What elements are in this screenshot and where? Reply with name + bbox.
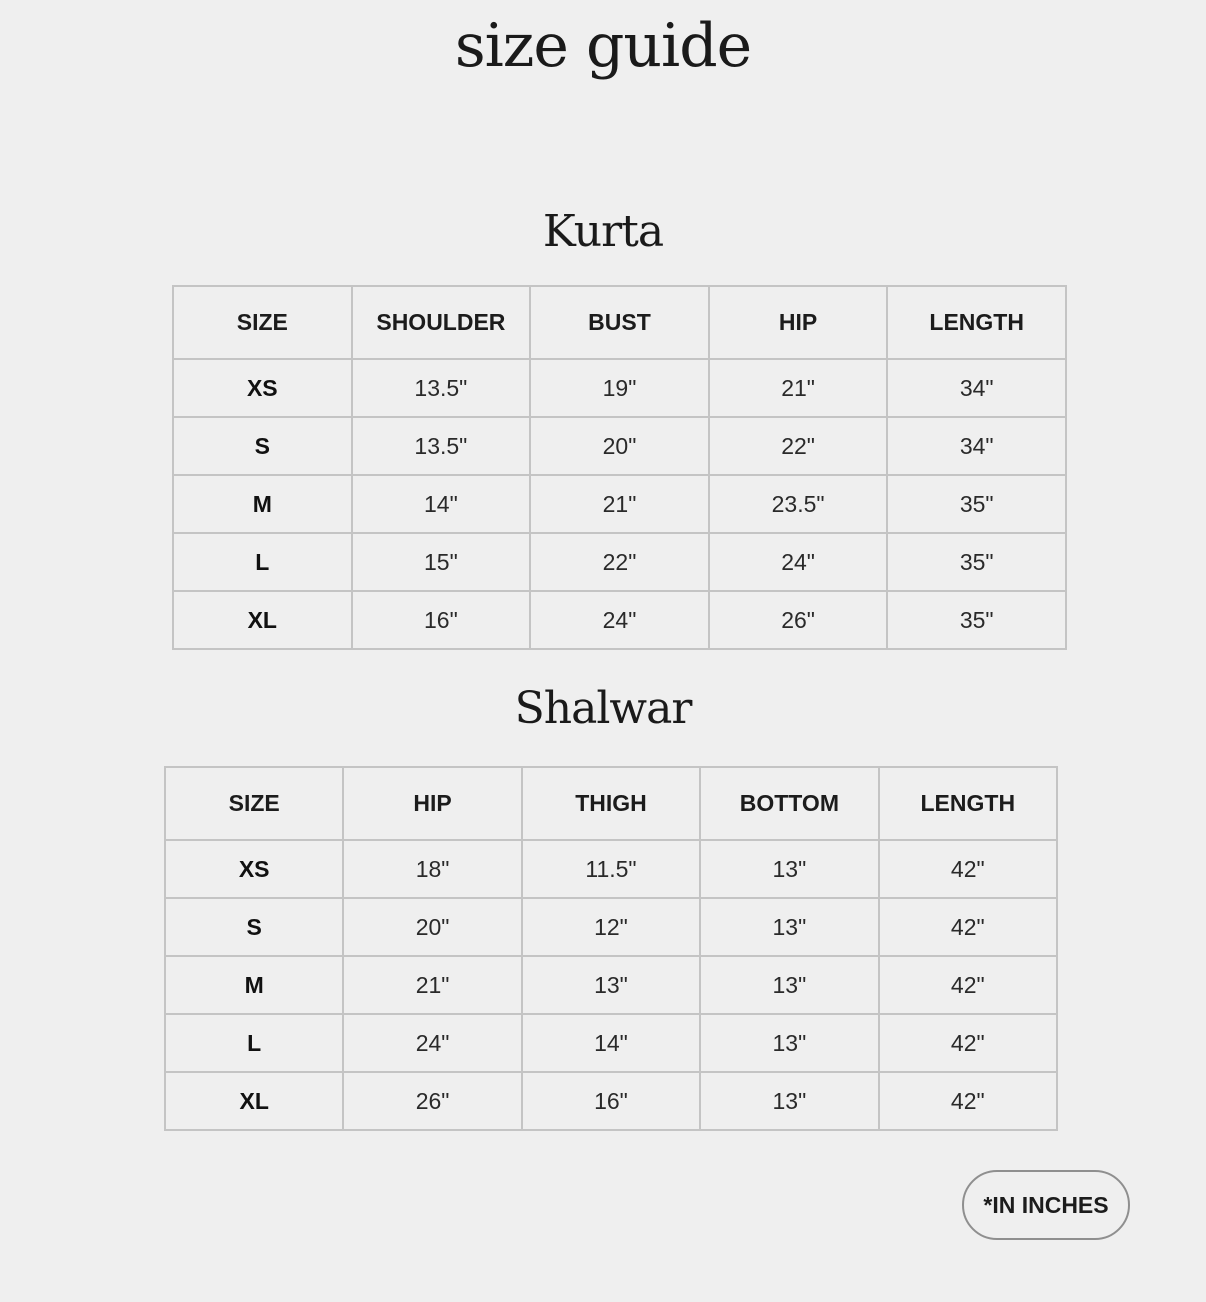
table-cell: 24" — [709, 533, 888, 591]
table-cell: 23.5" — [709, 475, 888, 533]
table-row — [165, 1072, 1057, 1130]
shalwar-size-table — [164, 766, 1058, 1131]
table-cell: 11.5" — [522, 840, 700, 898]
table-cell: 26" — [343, 1072, 521, 1130]
column-header-hip: HIP — [709, 286, 888, 359]
table-cell: 21" — [709, 359, 888, 417]
table-cell: 21" — [530, 475, 709, 533]
size-cell: M — [173, 475, 352, 533]
table-cell: 34" — [887, 359, 1066, 417]
kurta-size-table — [172, 285, 1067, 650]
table-header-row — [165, 767, 1057, 840]
table-cell: 13" — [700, 956, 878, 1014]
size-cell: XL — [165, 1072, 343, 1130]
size-cell: S — [165, 898, 343, 956]
page-title: size guide — [454, 11, 752, 81]
column-header-thigh: THIGH — [522, 767, 700, 840]
column-header-bust: BUST — [530, 286, 709, 359]
table-row — [173, 591, 1066, 649]
table-cell: 42" — [879, 1014, 1057, 1072]
size-cell: XS — [173, 359, 352, 417]
size-cell: S — [173, 417, 352, 475]
table-cell: 18" — [343, 840, 521, 898]
shalwar-section-title: Shalwar — [514, 683, 692, 734]
table-row — [173, 359, 1066, 417]
kurta-section-title: Kurta — [542, 206, 664, 257]
size-cell: L — [165, 1014, 343, 1072]
table-cell: 22" — [709, 417, 888, 475]
table-row — [165, 898, 1057, 956]
table-row — [173, 417, 1066, 475]
table-cell: 34" — [887, 417, 1066, 475]
size-cell: XL — [173, 591, 352, 649]
table-cell: 12" — [522, 898, 700, 956]
table-row — [165, 1014, 1057, 1072]
table-cell: 22" — [530, 533, 709, 591]
column-header-size: SIZE — [173, 286, 352, 359]
column-header-shoulder: SHOULDER — [352, 286, 531, 359]
column-header-length: LENGTH — [879, 767, 1057, 840]
table-cell: 13" — [700, 840, 878, 898]
table-cell: 35" — [887, 475, 1066, 533]
table-cell: 13" — [700, 1014, 878, 1072]
table-cell: 42" — [879, 840, 1057, 898]
table-cell: 21" — [343, 956, 521, 1014]
table-cell: 13" — [700, 898, 878, 956]
size-cell: M — [165, 956, 343, 1014]
table-cell: 35" — [887, 533, 1066, 591]
table-cell: 13" — [522, 956, 700, 1014]
table-header-row — [173, 286, 1066, 359]
table-cell: 13" — [700, 1072, 878, 1130]
column-header-size: SIZE — [165, 767, 343, 840]
table-row — [165, 840, 1057, 898]
column-header-length: LENGTH — [887, 286, 1066, 359]
table-cell: 26" — [709, 591, 888, 649]
table-cell: 19" — [530, 359, 709, 417]
table-cell: 16" — [352, 591, 531, 649]
table-row — [165, 956, 1057, 1014]
table-cell: 35" — [887, 591, 1066, 649]
table-row — [173, 533, 1066, 591]
table-cell: 13.5" — [352, 417, 531, 475]
table-cell: 14" — [522, 1014, 700, 1072]
size-cell: XS — [165, 840, 343, 898]
table-cell: 20" — [530, 417, 709, 475]
table-cell: 14" — [352, 475, 531, 533]
table-cell: 15" — [352, 533, 531, 591]
column-header-hip: HIP — [343, 767, 521, 840]
table-cell: 24" — [530, 591, 709, 649]
size-cell: L — [173, 533, 352, 591]
table-cell: 20" — [343, 898, 521, 956]
units-note-badge: *IN INCHES — [962, 1170, 1130, 1240]
table-cell: 16" — [522, 1072, 700, 1130]
table-cell: 13.5" — [352, 359, 531, 417]
table-cell: 42" — [879, 956, 1057, 1014]
table-cell: 24" — [343, 1014, 521, 1072]
table-cell: 42" — [879, 1072, 1057, 1130]
table-cell: 42" — [879, 898, 1057, 956]
table-row — [173, 475, 1066, 533]
column-header-bottom: BOTTOM — [700, 767, 878, 840]
